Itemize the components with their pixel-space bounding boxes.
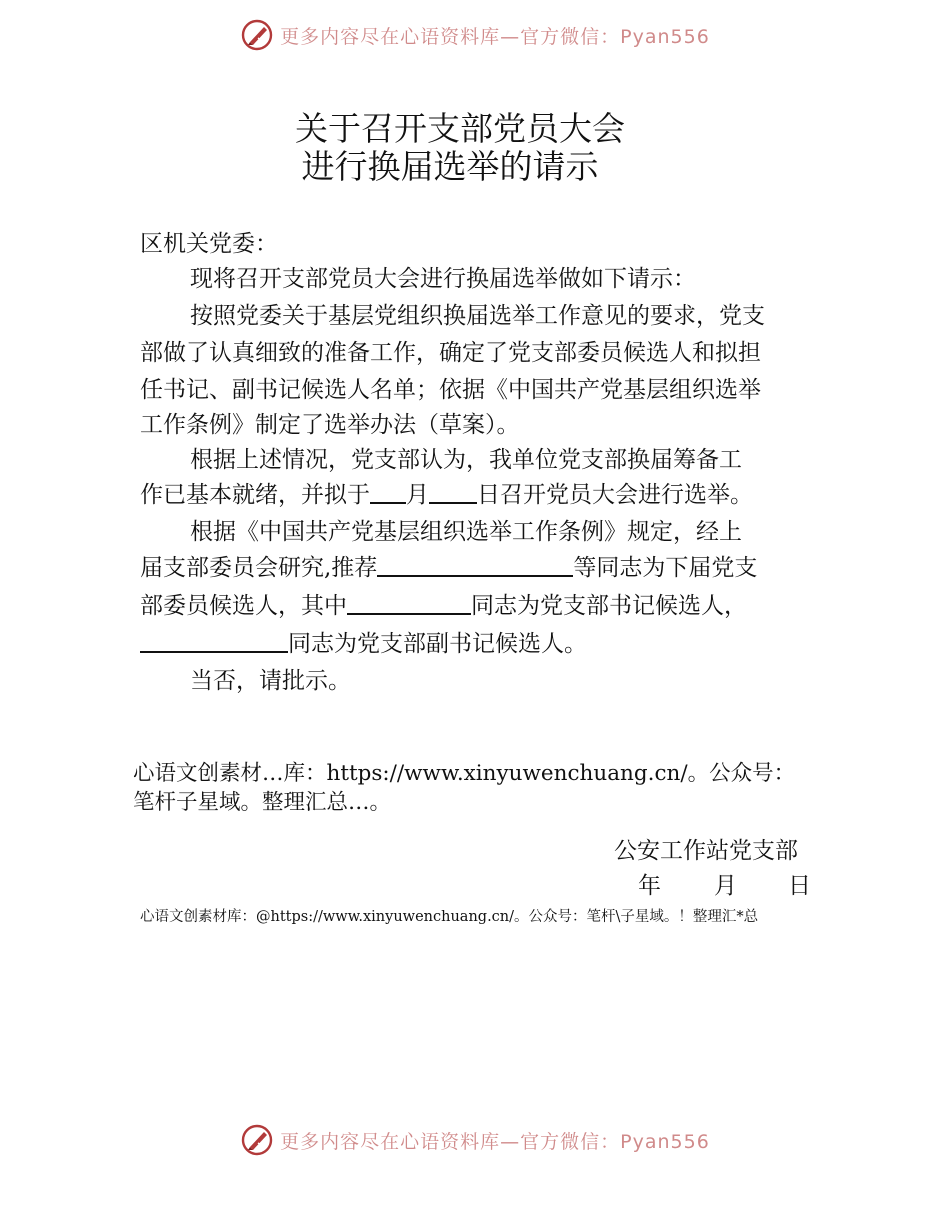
para2-text-a: 作已基本就绪，并拟于 — [140, 482, 370, 508]
para1-line3: 任书记、副书记候选人名单；依据《中国共产党基层组织选举 — [140, 377, 761, 403]
para3-line1: 根据《中国共产党基层组织选举工作条例》规定，经上 — [190, 519, 742, 545]
para2-line2 — [140, 480, 753, 510]
signature-month: 月 — [714, 873, 737, 899]
banner-text: 更多内容尽在心语资料库—官方微信：Pyan556 — [280, 1130, 710, 1153]
para1-line4: 工作条例》制定了选举办法（草案）。 — [140, 412, 520, 438]
para3-text-b: 等同志为下届党支 — [573, 555, 758, 581]
signature-day: 日 — [788, 873, 811, 899]
para3-line2 — [140, 553, 757, 583]
para3-text-e: 同志为党支部副书记候选人。 — [288, 631, 587, 657]
pen-logo-icon — [240, 1123, 274, 1157]
month-blank — [370, 480, 406, 504]
secretary-blank — [347, 591, 471, 615]
top-banner — [0, 15, 950, 55]
para3-line4 — [140, 629, 587, 659]
day-blank — [429, 480, 477, 504]
intro-line: 现将召开支部党员大会进行换届选举做如下请示： — [190, 266, 696, 292]
closing-line: 当否，请批示。 — [190, 668, 351, 694]
document-title-line2: 进行换届选举的请示 — [301, 147, 599, 186]
para3-line3 — [140, 591, 747, 621]
pen-logo-icon — [240, 18, 274, 52]
para3-text-c: 部委员候选人，其中 — [140, 593, 347, 619]
para2-text-c: 日召开党员大会进行选举。 — [477, 482, 753, 508]
bottom-banner — [0, 1120, 950, 1160]
deputy-secretary-blank — [140, 629, 288, 653]
banner-text: 更多内容尽在心语资料库—官方微信：Pyan556 — [280, 25, 710, 48]
signature-year: 年 — [638, 873, 661, 899]
signature-org: 公安工作站党支部 — [614, 838, 798, 864]
footer-note-line2: 笔杆子星域。整理汇总…。 — [133, 790, 392, 815]
para3-text-a: 届支部委员会研究,推荐 — [140, 555, 378, 581]
salutation: 区机关党委： — [140, 231, 278, 257]
nominees-blank — [377, 553, 573, 577]
document-title-line1: 关于召开支部党员大会 — [295, 109, 625, 148]
para3-text-d: 同志为党支部书记候选人， — [471, 593, 747, 619]
para2-line1: 根据上述情况，党支部认为，我单位党支部换届筹备工 — [190, 447, 742, 473]
para1-line1: 按照党委关于基层党组织换届选举工作意见的要求，党支 — [190, 303, 765, 329]
para2-text-b: 月 — [406, 482, 429, 508]
para1-line2: 部做了认真细致的准备工作，确定了党支部委员候选人和拟担 — [140, 340, 761, 366]
small-source-note: 心语文创素材库：@https://www.xinyuwenchuang.cn/。公众号：笔杆\子星域。！整理汇*总 — [140, 909, 759, 925]
footer-note-line1: 心语文创素材…库：https://www.xinyuwenchuang.cn/。公众号： — [133, 761, 796, 786]
